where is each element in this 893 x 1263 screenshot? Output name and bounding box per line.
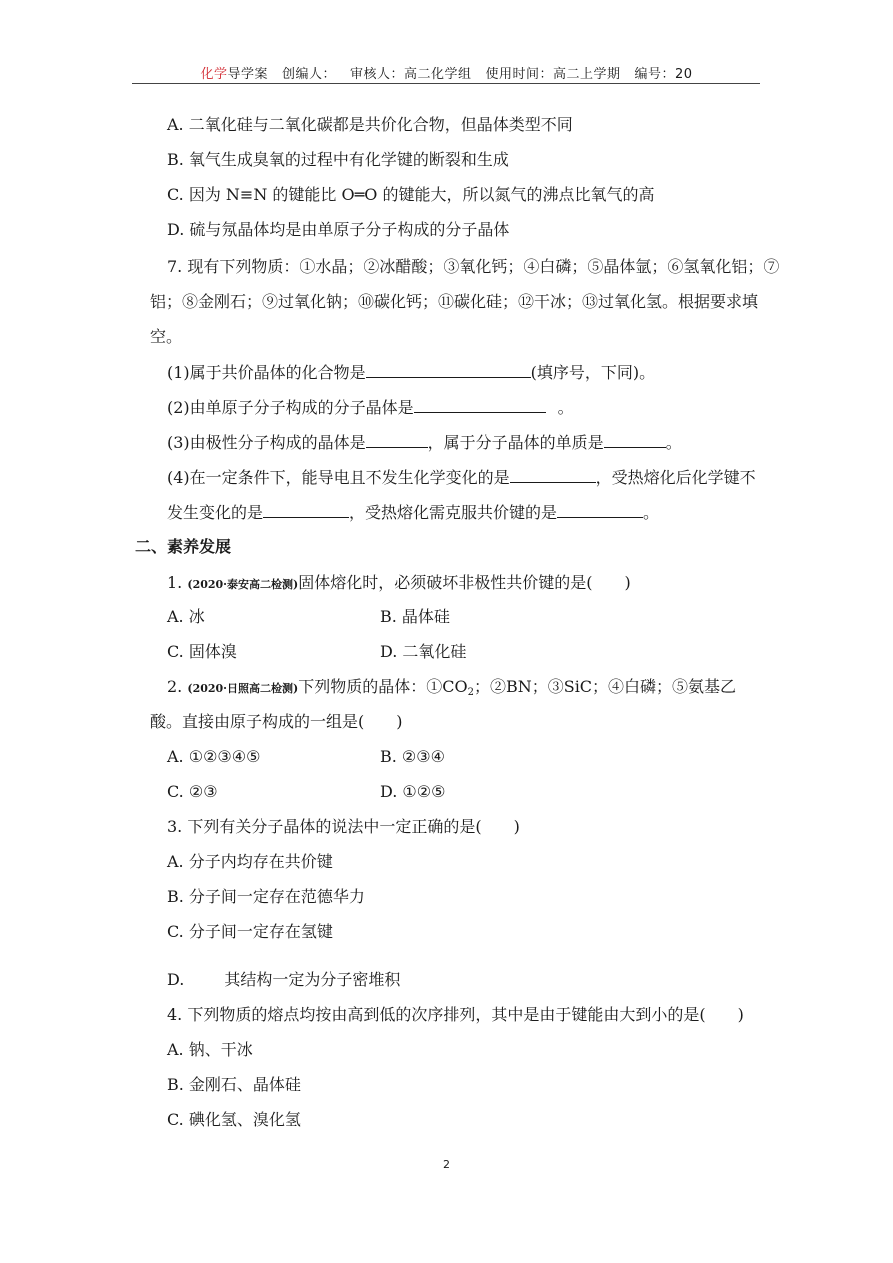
section-title: 二、素养发展 [135, 537, 232, 556]
q6-option-d: D. 硫与氖晶体均是由单原子分子构成的分子晶体 [167, 220, 510, 239]
s2-q1-text: 固体熔化时，必须破坏非极性共价键的是( ) [298, 573, 631, 592]
s2-q3-option-d-text: 其结构一定为分子密堆积 [224, 970, 401, 989]
q7-part-2-tail: 。 [557, 398, 574, 417]
q7-part-1-text: (1)属于共价晶体的化合物是 [167, 363, 366, 382]
answer-blank[interactable] [557, 502, 643, 518]
q7-part-1 [167, 362, 655, 383]
s2-q4-option-a: A. 钠、干冰 [167, 1040, 253, 1059]
s2-q4-option-b: B. 金刚石、晶体硅 [167, 1075, 301, 1094]
q7-line-3: 空。 [150, 327, 183, 346]
s2-q2-option-c: C. ②③ [167, 782, 218, 801]
q7-part-4-cont [167, 502, 659, 523]
s2-q4-option-c: C. 碘化氢、溴化氢 [167, 1110, 301, 1129]
header-number: 编号：20 [634, 67, 693, 82]
header-time: 使用时间：高二上学期 [485, 67, 621, 82]
s2-q3-option-d-label: D. [167, 970, 185, 989]
header-reviewer: 审核人：高二化学组 [349, 67, 472, 82]
q7-part-4-cont-mid: ，受热熔化需克服共价键的是 [349, 503, 558, 522]
q7-part-2-text: (2)由单原子分子构成的分子晶体是 [167, 398, 414, 417]
header-doc-type: 导学案 [227, 67, 268, 82]
s2-q2-option-a: A. ①②③④⑤ [167, 747, 261, 766]
s2-q3-option-b: B. 分子间一定存在范德华力 [167, 887, 365, 906]
s2-q3-option-a: A. 分子内均存在共价键 [167, 852, 333, 871]
answer-blank[interactable] [366, 362, 531, 378]
s2-q1-option-b: B. 晶体硅 [380, 607, 450, 626]
q6-option-c: C. 因为 N≡N 的键能比 O═O 的键能大，所以氮气的沸点比氧气的高 [167, 185, 655, 204]
s2-q3: 3. 下列有关分子晶体的说法中一定正确的是( ) [167, 817, 520, 836]
q7-part-4 [167, 467, 756, 488]
s2-q2-source: (2020·日照高二检测) [187, 682, 299, 695]
s2-q4: 4. 下列物质的熔点均按由高到低的次序排列，其中是由于键能由大到小的是( ) [167, 1005, 744, 1024]
s2-q3-option-d [167, 970, 400, 990]
answer-blank[interactable] [366, 432, 428, 448]
s2-q2-option-d: D. ①②⑤ [380, 782, 446, 801]
page-header [0, 63, 893, 82]
q7-line-2: 铝；⑧金刚石；⑨过氧化钠；⑩碳化钙；⑪碳化硅；⑫干冰；⑬过氧化氢。根据要求填 [150, 292, 759, 311]
q7-part-2 [167, 397, 574, 418]
s2-q2-text-b: ；②BN；③SiC；④白磷；⑤氨基乙 [473, 677, 737, 696]
answer-blank[interactable] [510, 467, 596, 483]
s2-q1-number: 1. [167, 573, 183, 592]
header-subject: 化学 [200, 67, 228, 82]
s2-q2-text-a: 下列物质的晶体：①CO [298, 677, 468, 696]
q7-part-3 [167, 432, 682, 453]
header-rule [132, 83, 760, 84]
q7-part-4-mid: ，受热熔化后化学键不 [595, 468, 756, 487]
q7-part-3-tail: 。 [665, 433, 682, 452]
answer-blank[interactable] [263, 502, 349, 518]
answer-blank[interactable] [604, 432, 666, 448]
q7-part-4-cont-tail: 。 [643, 503, 660, 522]
q6-option-b: B. 氧气生成臭氧的过程中有化学键的断裂和生成 [167, 150, 509, 169]
q7-line-1: 7. 现有下列物质：①水晶；②冰醋酸；③氧化钙；④白磷；⑤晶体氩；⑥氢氧化铝；⑦ [167, 257, 780, 276]
q7-part-4-cont-text: 发生变化的是 [167, 503, 264, 522]
s2-q2-line-2: 酸。直接由原子构成的一组是( ) [150, 712, 403, 731]
q7-part-3-text: (3)由极性分子构成的晶体是 [167, 433, 366, 452]
s2-q1-option-c: C. 固体溴 [167, 642, 237, 661]
s2-q1 [167, 573, 631, 595]
answer-blank[interactable] [414, 397, 546, 413]
q7-part-1-tail: (填序号，下同)。 [530, 363, 656, 382]
s2-q1-source: (2020·泰安高二检测) [187, 578, 299, 591]
q7-part-3-mid: ，属于分子晶体的单质是 [427, 433, 604, 452]
header-author: 创编人： [281, 67, 336, 82]
s2-q2 [167, 677, 736, 703]
s2-q3-option-c: C. 分子间一定存在氢键 [167, 922, 333, 941]
s2-q1-option-d: D. 二氧化硅 [380, 642, 467, 661]
page-number: 2 [443, 1158, 450, 1171]
s2-q2-subscript: 2 [467, 687, 474, 698]
s2-q1-option-a: A. 冰 [167, 607, 205, 626]
s2-q2-option-b: B. ②③④ [380, 747, 445, 766]
q7-part-4-text: (4)在一定条件下，能导电且不发生化学变化的是 [167, 468, 510, 487]
q6-option-a: A. 二氧化硅与二氧化碳都是共价化合物，但晶体类型不同 [167, 115, 573, 134]
s2-q2-number: 2. [167, 677, 183, 696]
